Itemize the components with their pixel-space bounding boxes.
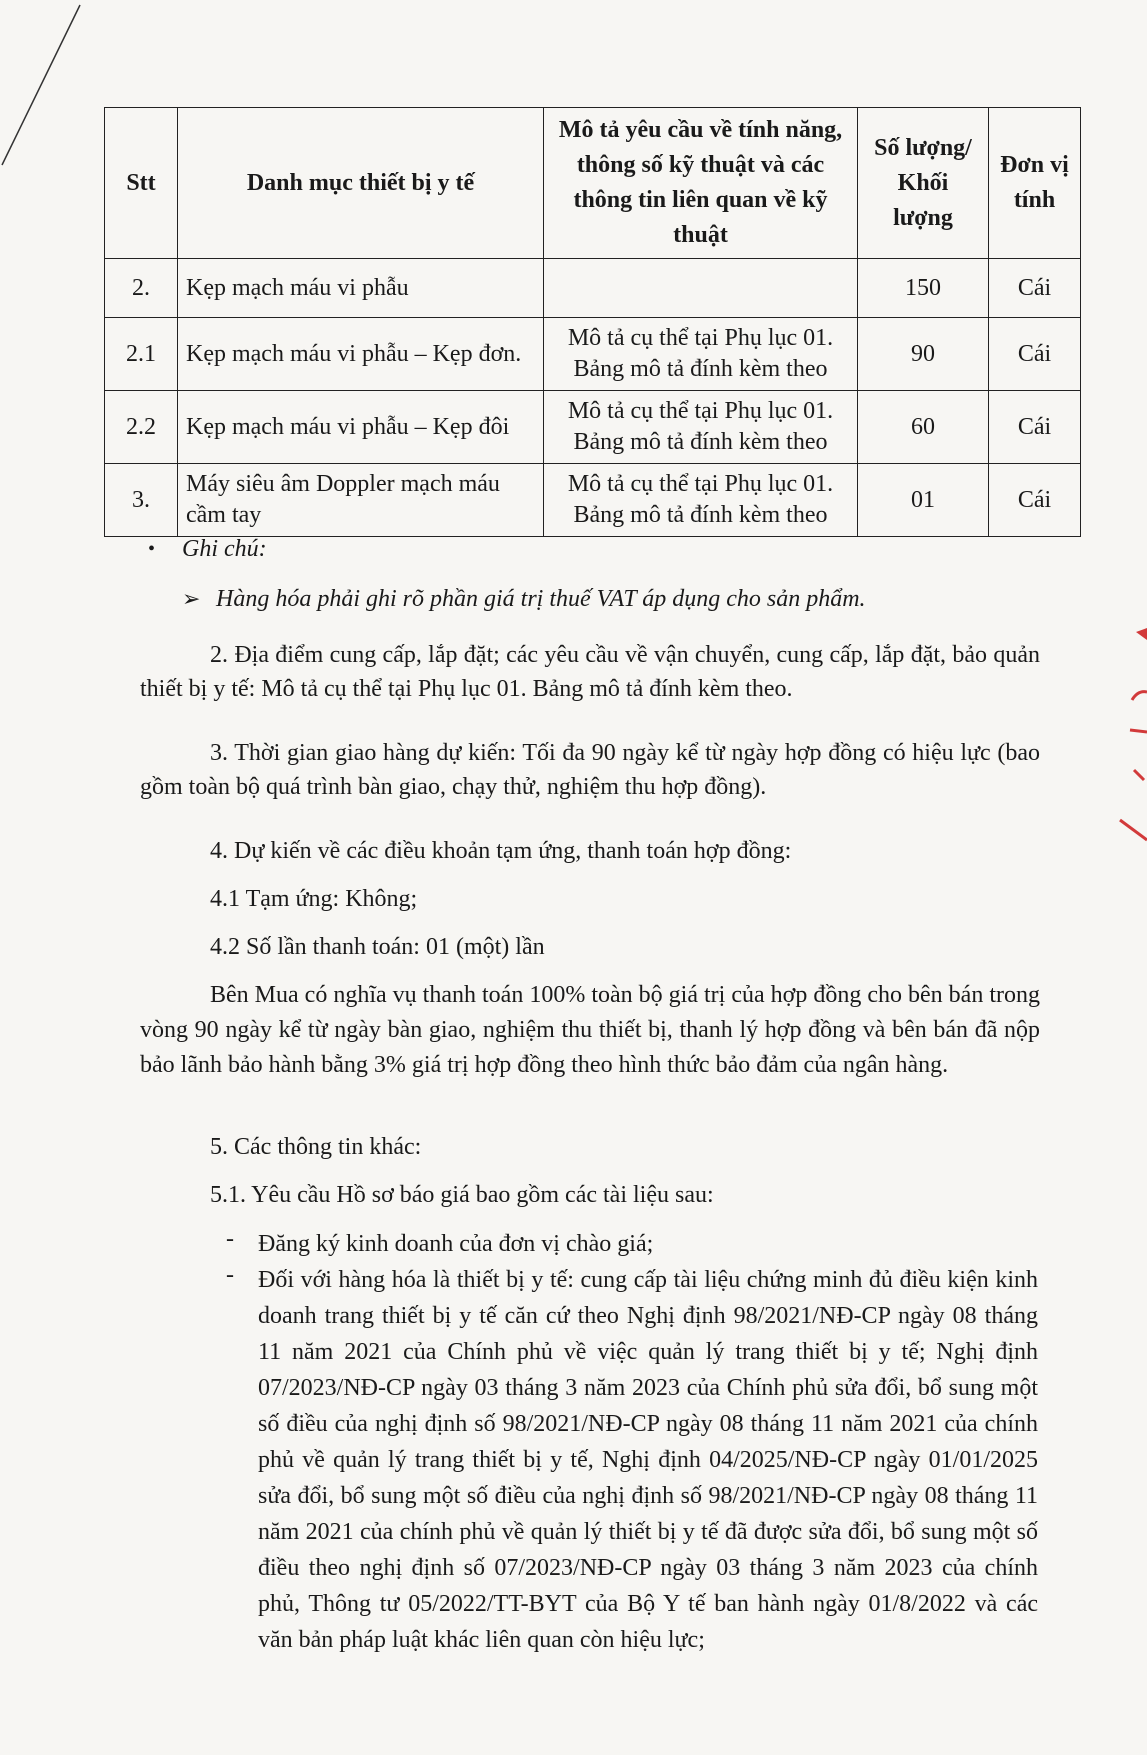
cell-desc: Mô tả cụ thể tại Phụ lục 01. Bảng mô tả đính kèm theo <box>544 464 858 537</box>
equipment-table <box>104 107 1081 537</box>
cell-stt: 2.2 <box>105 391 178 464</box>
cell-item: Máy siêu âm Doppler mạch máu cầm tay <box>178 464 544 537</box>
note-heading: Ghi chú: <box>182 536 267 562</box>
list-item: Đăng ký kinh doanh của đơn vị chào giá; <box>258 1231 654 1257</box>
list-dash-icon: - <box>226 1226 234 1252</box>
cell-stt: 2. <box>105 259 178 318</box>
cell-item: Kẹp mạch máu vi phẫu – Kẹp đôi <box>178 391 544 464</box>
cell-qty: 90 <box>858 318 989 391</box>
cell-item: Kẹp mạch máu vi phẫu <box>178 259 544 318</box>
paragraph-5-1: 5.1. Yêu cầu Hồ sơ báo giá bao gồm các tài liệu sau: <box>210 1182 714 1208</box>
cell-desc: Mô tả cụ thể tại Phụ lục 01. Bảng mô tả đính kèm theo <box>544 318 858 391</box>
table-row <box>105 464 1081 537</box>
scan-corner-line <box>0 0 100 170</box>
cell-item: Kẹp mạch máu vi phẫu – Kẹp đơn. <box>178 318 544 391</box>
header-desc: Mô tả yêu cầu về tính năng, thông số kỹ thuật và các thông tin liên quan về kỹ thuật <box>544 108 858 259</box>
cell-unit: Cái <box>989 318 1081 391</box>
cell-qty: 60 <box>858 391 989 464</box>
paragraph-4-body: Bên Mua có nghĩa vụ thanh toán 100% toàn bộ giá trị của hợp đồng cho bên bán trong vòng 90 ngày kể từ ngày bàn giao, nghiệm thu thiết bị, thanh lý hợp đồng và bên bán đã nộp bảo lãnh bảo hành bằng 3% giá trị hợp đồng theo hình thức bảo đảm của ngân hàng. <box>140 982 1040 1078</box>
paragraph-3: 3. Thời gian giao hàng dự kiến: Tối đa 90 ngày kể từ ngày hợp đồng có hiệu lực (bao gồm toàn bộ quá trình bàn giao, chạy thử, nghiệm thu hợp đồng). <box>140 740 1040 800</box>
paragraph-4-1: 4.1 Tạm ứng: Không; <box>210 886 418 912</box>
list-item: Đối với hàng hóa là thiết bị y tế: cung cấp tài liệu chứng minh đủ điều kiện kinh doanh trang thiết bị y tế căn cứ theo Nghị định 98/2021/NĐ-CP ngày 08 tháng 11 năm 2021 của Chính phủ về việc quản lý trang thiết bị y tế; Nghị định 07/2023/NĐ-CP ngày 03 tháng 3 năm 2023 của Chính phủ sửa đổi, bổ sung một số điều của nghị định số 98/2021/NĐ-CP ngày 08 tháng 11 năm 2021 của chính phủ về quản lý trang thiết bị y tế, Nghị định 04/2025/NĐ-CP ngày 01/01/2025 sửa đổi, bổ sung một số điều của nghị định số 98/2021/NĐ-CP ngày 08 tháng 11 năm 2021 của chính phủ về quản lý thiết bị y tế đã được sửa đổi, bổ sung một số điều theo nghị định số 07/2023/NĐ-CP ngày 03 tháng 3 năm 2023 của chính phủ, Thông tư 05/2022/TT-BYT của Bộ Y tế ban hành ngày 01/8/2022 và các văn bản pháp luật khác liên quan còn hiệu lực; <box>258 1267 1038 1653</box>
arrow-bullet-icon: ➢ <box>182 586 201 611</box>
table-row <box>105 318 1081 391</box>
header-stt: Stt <box>105 108 178 259</box>
table-row <box>105 259 1081 318</box>
note-item: Hàng hóa phải ghi rõ phần giá trị thuế VAT áp dụng cho sản phẩm. <box>216 586 866 612</box>
red-stamp-fragment <box>1118 620 1147 850</box>
paragraph-4: 4. Dự kiến về các điều khoản tạm ứng, thanh toán hợp đồng: <box>210 838 792 864</box>
table-row <box>105 391 1081 464</box>
paragraph-4-2: 4.2 Số lần thanh toán: 01 (một) lần <box>210 934 545 960</box>
header-item: Danh mục thiết bị y tế <box>178 108 544 259</box>
list-dash-icon: - <box>226 1262 234 1288</box>
cell-qty: 150 <box>858 259 989 318</box>
cell-stt: 3. <box>105 464 178 537</box>
header-unit: Đơn vị tính <box>989 108 1081 259</box>
table-header-row <box>105 108 1081 259</box>
paragraph-2: 2. Địa điểm cung cấp, lắp đặt; các yêu cầu về vận chuyển, cung cấp, lắp đặt, bảo quản thiết bị y tế: Mô tả cụ thể tại Phụ lục 01. Bảng mô tả đính kèm theo. <box>140 642 1040 702</box>
cell-unit: Cái <box>989 391 1081 464</box>
cell-unit: Cái <box>989 464 1081 537</box>
cell-qty: 01 <box>858 464 989 537</box>
cell-stt: 2.1 <box>105 318 178 391</box>
header-qty: Số lượng/ Khối lượng <box>858 108 989 259</box>
cell-desc: Mô tả cụ thể tại Phụ lục 01. Bảng mô tả đính kèm theo <box>544 391 858 464</box>
cell-desc <box>544 259 858 318</box>
cell-unit: Cái <box>989 259 1081 318</box>
note-bullet-icon: • <box>148 538 156 560</box>
paragraph-5: 5. Các thông tin khác: <box>210 1134 422 1160</box>
